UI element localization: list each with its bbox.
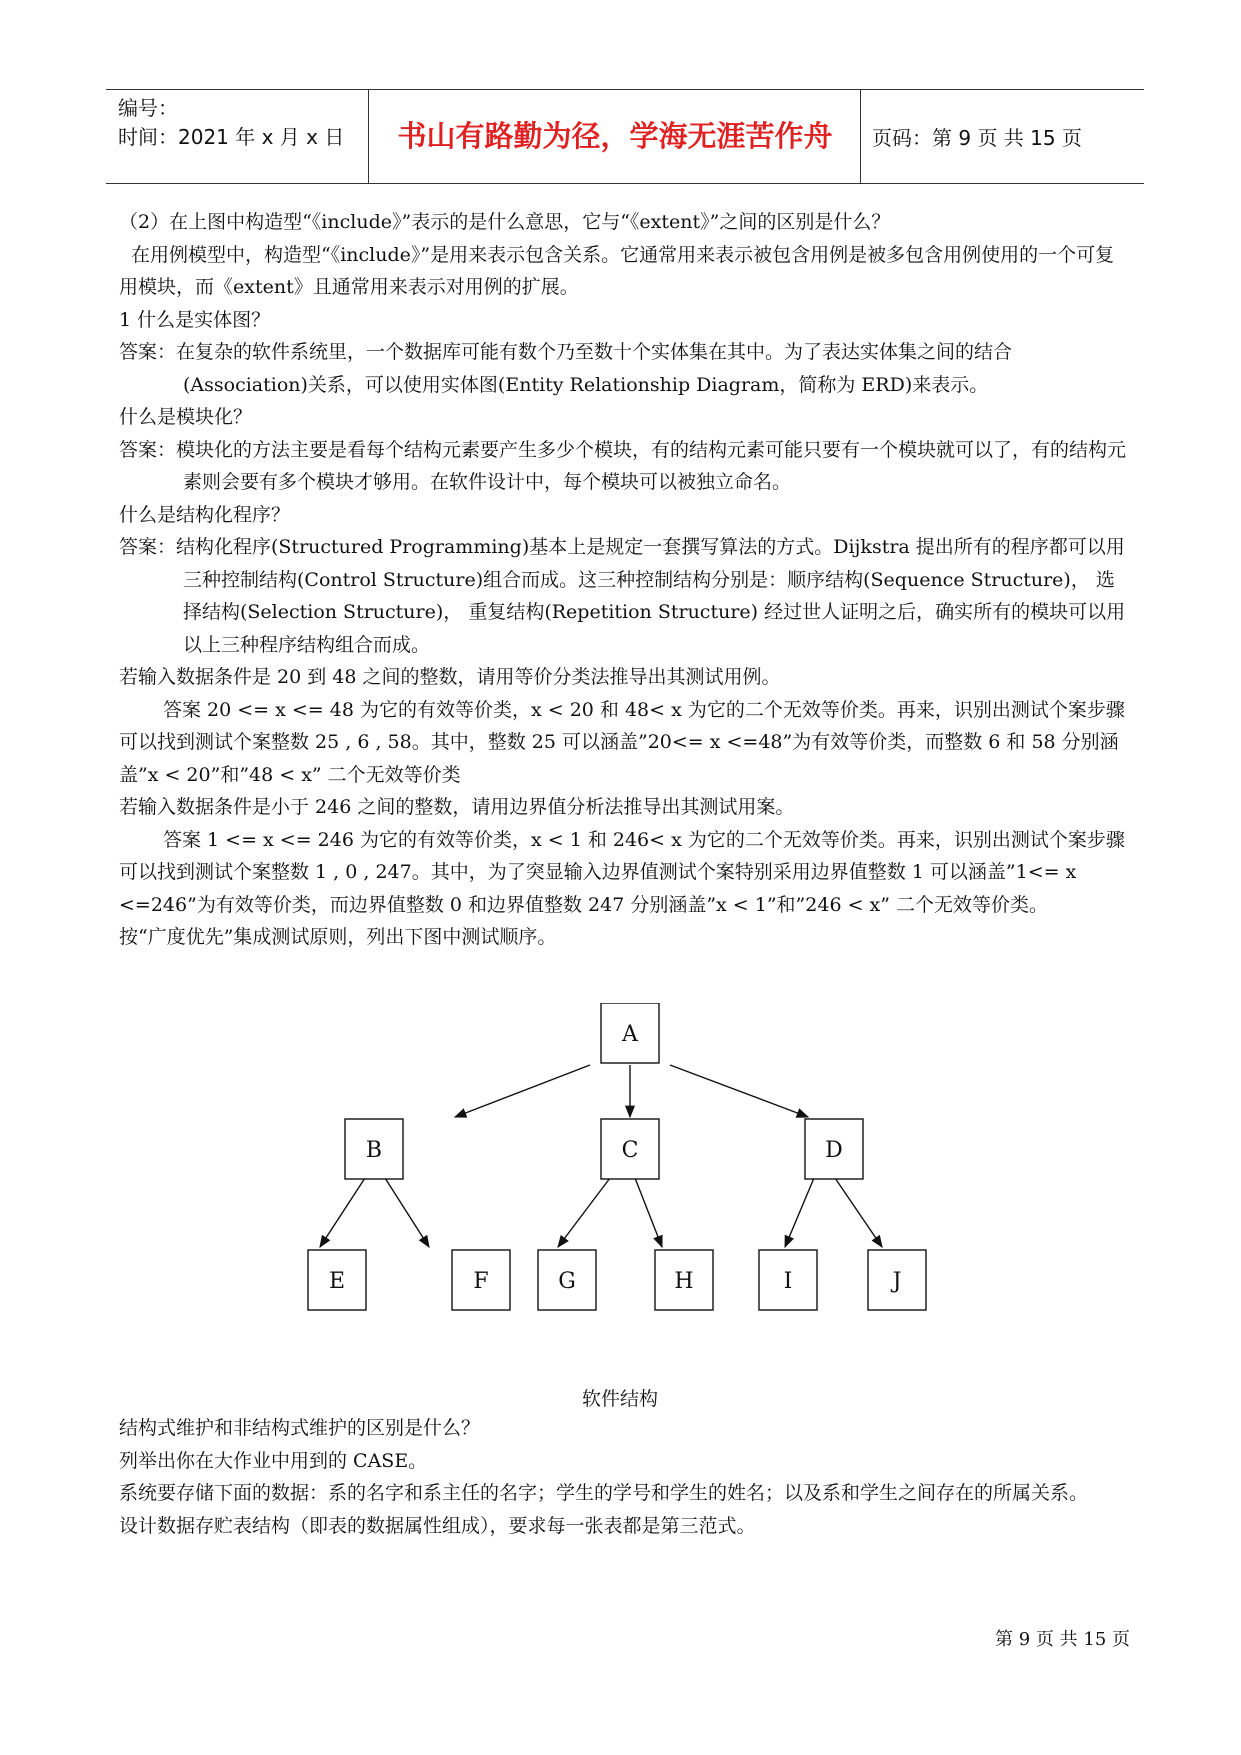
header-motto: 书山有路勤为径，学海无涯苦作舟 bbox=[397, 119, 833, 153]
question-case: 列举出你在大作业中用到的 CASE。 bbox=[119, 1449, 428, 1472]
edge-b-e bbox=[320, 1178, 365, 1247]
answer-include: 在用例模型中，构造型“《include》”是用来表示包含关系。它通常用来表示被包含用例是被多包含用例使用的一个可复用模块，而《extent》且通常用来表示对用例的扩展。 bbox=[119, 243, 1115, 298]
node-g-label: G bbox=[558, 1269, 576, 1294]
node-j-label: J bbox=[892, 1269, 902, 1294]
question-modularity: 什么是模块化？ bbox=[119, 406, 253, 428]
diagram-caption: 软件结构 bbox=[581, 1388, 658, 1410]
question-breadth-first: 按“广度优先”集成测试原则，列出下图中测试顺序。 bbox=[119, 926, 557, 948]
edge-d-i bbox=[785, 1178, 814, 1247]
question-maintenance: 结构式维护和非结构式维护的区别是什么？ bbox=[119, 1417, 481, 1439]
answer-equivalence: 答案 20 <= x <= 48 为它的有效等价类，x < 20 和 48< x 为它的二个无效等价类。再来，识别出测试个案步骤可以找到测试个案整数 25 , 6 , 58。其中，整数 25 可以涵盖”20<= x <=48”为有效等价类，而整数 6 和 58 分别涵盖”x < 20”和”48 < x” 二个无效等价类 bbox=[119, 698, 1125, 786]
header-meta bbox=[118, 94, 368, 152]
question-boundary: 若输入数据条件是小于 246 之间的整数，请用边界值分析法推导出其测试用案。 bbox=[119, 796, 795, 818]
header-page-label: 页码：第 9 页 共 15 页 bbox=[872, 126, 1082, 150]
page-footer: 第 9 页 共 15 页 bbox=[995, 1629, 1130, 1650]
node-c-label: C bbox=[621, 1138, 639, 1163]
edge-a-b bbox=[455, 1065, 590, 1117]
node-i-label: I bbox=[783, 1269, 793, 1294]
edge-b-f bbox=[385, 1178, 429, 1247]
header-divider bbox=[860, 90, 861, 183]
body-text-continued bbox=[119, 1412, 1131, 1542]
answer-structured-program: 答案：结构化程序(Structured Programming)基本上是规定一套撰写算法的方式。Dijkstra 提出所有的程序都可以用三种控制结构(Control Structure)组合而成。这三种控制结构分别是：顺序结构(Sequence Structure)， 选择结构(Selection Structure)， 重复结构(Repetition Structure) 经过世人证明之后，确实所有的模块可以用以上三种程序结构组合而成。 bbox=[119, 536, 1126, 656]
body-text bbox=[119, 206, 1131, 954]
edge-d-j bbox=[835, 1178, 882, 1247]
node-b-label: B bbox=[365, 1138, 383, 1163]
question-equivalence: 若输入数据条件是 20 到 48 之间的整数，请用等价分类法推导出其测试用例。 bbox=[119, 666, 781, 688]
node-a-label: A bbox=[622, 1022, 638, 1047]
answer-modularity: 答案：模块化的方法主要是看每个结构元素要产生多少个模块，有的结构元素可能只要有一个模块就可以了，有的结构元素则会要有多个模块才够用。在软件设计中，每个模块可以被独立命名。 bbox=[119, 438, 1127, 493]
node-d-label: D bbox=[825, 1138, 843, 1163]
time-label: 时间：2021 年 x 月 x 日 bbox=[118, 125, 345, 149]
question-include: （2）在上图中构造型“《include》”表示的是什么意思，它与“《extent》”之间的区别是什么？ bbox=[119, 211, 891, 233]
question-table-design: 设计数据存贮表结构（即表的数据属性组成），要求每一张表都是第三范式。 bbox=[119, 1514, 756, 1537]
edge-c-g bbox=[558, 1178, 610, 1247]
node-f-label: F bbox=[473, 1269, 489, 1294]
question-entity-diagram: 1 什么是实体图？ bbox=[119, 308, 271, 331]
question-structured-program: 什么是结构化程序？ bbox=[119, 503, 291, 526]
answer-entity-diagram: 答案：在复杂的软件系统里，一个数据库可能有数个乃至数十个实体集在其中。为了表达实体集之间的结合(Association)关系，可以使用实体图(Entity Relationship Diagram，简称为 ERD)来表示。 bbox=[119, 341, 1013, 396]
edge-c-h bbox=[635, 1178, 662, 1247]
page-header bbox=[106, 89, 1144, 184]
node-e-label: E bbox=[328, 1269, 346, 1294]
software-structure-diagram bbox=[290, 1003, 950, 1373]
answer-boundary: 答案 1 <= x <= 246 为它的有效等价类，x < 1 和 246< x 为它的二个无效等价类。再来，识别出测试个案步骤可以找到测试个案整数 1 , 0 , 247。其中，为了突显输入边界值测试个案特别采用边界值整数 1 可以涵盖”1<= x <=246”为有效等价类，而边界值整数 0 和边界值整数 247 分别涵盖”x < 1”和”246 < x” 二个无效等价类。 bbox=[119, 828, 1125, 916]
question-storage: 系统要存储下面的数据：系的名字和系主任的名字；学生的学号和学生的姓名；以及系和学生之间存在的所属关系。 bbox=[119, 1482, 1089, 1504]
edge-a-d bbox=[670, 1065, 808, 1117]
node-h-label: H bbox=[674, 1269, 694, 1294]
number-label: 编号： bbox=[118, 96, 178, 120]
header-divider bbox=[368, 90, 369, 183]
